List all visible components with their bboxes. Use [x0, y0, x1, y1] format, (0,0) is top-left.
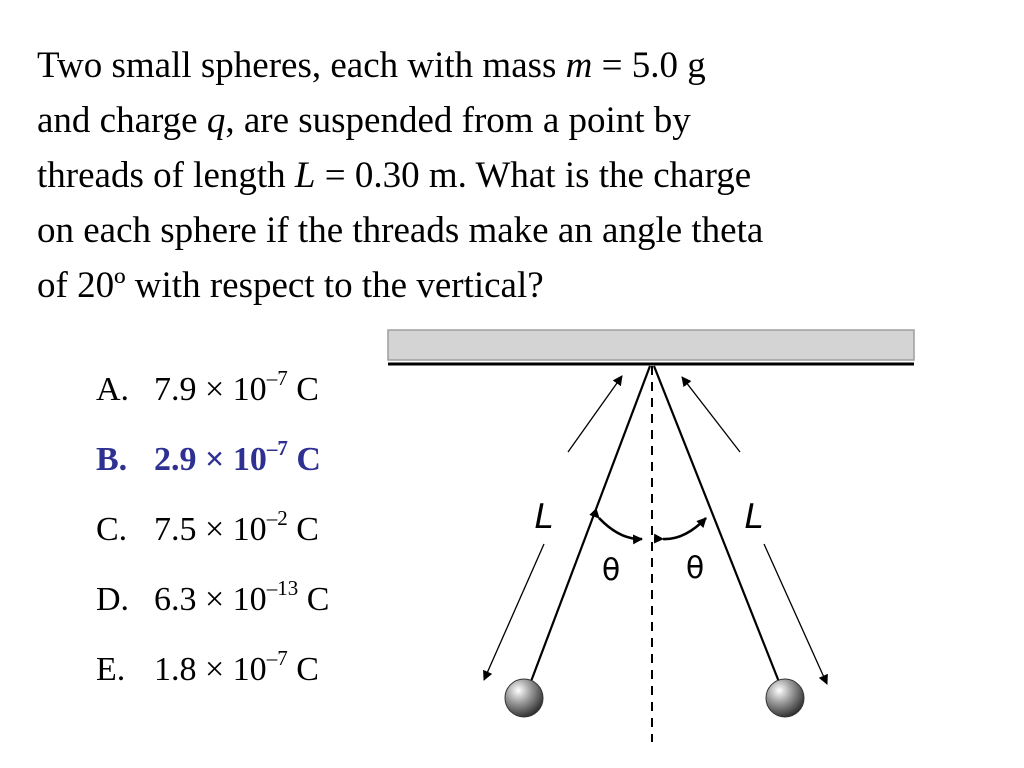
- right-length-arrow: [764, 544, 827, 684]
- answer-choices: [96, 363, 329, 713]
- question-line-3: [37, 148, 997, 203]
- question-text-part: = 5.0 g: [592, 45, 706, 86]
- right-angle-arc: [663, 518, 706, 539]
- answer-letter: B.: [96, 441, 128, 478]
- answer-unit: C: [287, 371, 319, 408]
- pendulum-figure: [380, 322, 925, 752]
- pendulum-diagram: [380, 322, 925, 752]
- answer-letter: D.: [96, 581, 130, 618]
- answer-letter: A.: [96, 371, 130, 408]
- left-angle-arc: [599, 518, 642, 539]
- right-length-arrow: [682, 377, 740, 452]
- answer-mantissa: 2.9 × 10: [154, 441, 267, 478]
- right-angle-label: θ: [685, 551, 705, 586]
- answer-mantissa: 6.3 × 10: [154, 581, 267, 618]
- answer-exponent: –2: [266, 506, 288, 530]
- answer-unit: C: [298, 581, 330, 618]
- right-thread: [654, 366, 783, 692]
- answer-unit: C: [287, 651, 319, 688]
- question-line-1: [37, 38, 997, 93]
- left-length-arrow: [484, 544, 544, 680]
- right-length-label: L: [744, 497, 764, 537]
- answer-letter: E.: [96, 651, 126, 688]
- left-angle-label: θ: [601, 553, 621, 588]
- answer-letter: C.: [96, 511, 128, 548]
- answer-exponent: –7: [266, 646, 288, 670]
- answer-c[interactable]: [96, 503, 329, 573]
- question-text: [37, 38, 997, 313]
- question-text-part: Two small spheres, each with mass: [37, 45, 566, 86]
- question-text-part: and charge: [37, 100, 207, 141]
- ceiling-bar: [388, 330, 914, 360]
- answer-unit: C: [287, 511, 319, 548]
- mass-variable: m: [565, 45, 593, 86]
- answer-exponent: –13: [266, 576, 299, 600]
- question-text-part: = 0.30 m. What is the charge: [315, 155, 752, 196]
- charge-variable: q: [206, 100, 226, 141]
- left-sphere: [505, 679, 543, 717]
- question-line-5: of 20º with respect to the vertical?: [37, 265, 544, 306]
- answer-e[interactable]: [96, 643, 329, 713]
- question-line-2: [37, 93, 997, 148]
- answer-mantissa: 7.9 × 10: [154, 371, 267, 408]
- answer-exponent: –7: [266, 436, 288, 460]
- right-sphere: [766, 679, 804, 717]
- question-text-part: threads of length: [37, 155, 295, 196]
- left-length-arrow: [568, 376, 622, 452]
- length-variable: L: [294, 155, 316, 196]
- answer-exponent: –7: [266, 366, 288, 390]
- question-line-4: on each sphere if the threads make an angle theta: [37, 210, 764, 251]
- answer-b[interactable]: [96, 433, 329, 503]
- answer-a[interactable]: [96, 363, 329, 433]
- left-length-label: L: [534, 497, 554, 537]
- answer-unit: C: [287, 441, 321, 478]
- answer-mantissa: 7.5 × 10: [154, 511, 267, 548]
- answer-mantissa: 1.8 × 10: [154, 651, 267, 688]
- answer-d[interactable]: [96, 573, 329, 643]
- question-text-part: , are suspended from a point by: [225, 100, 691, 141]
